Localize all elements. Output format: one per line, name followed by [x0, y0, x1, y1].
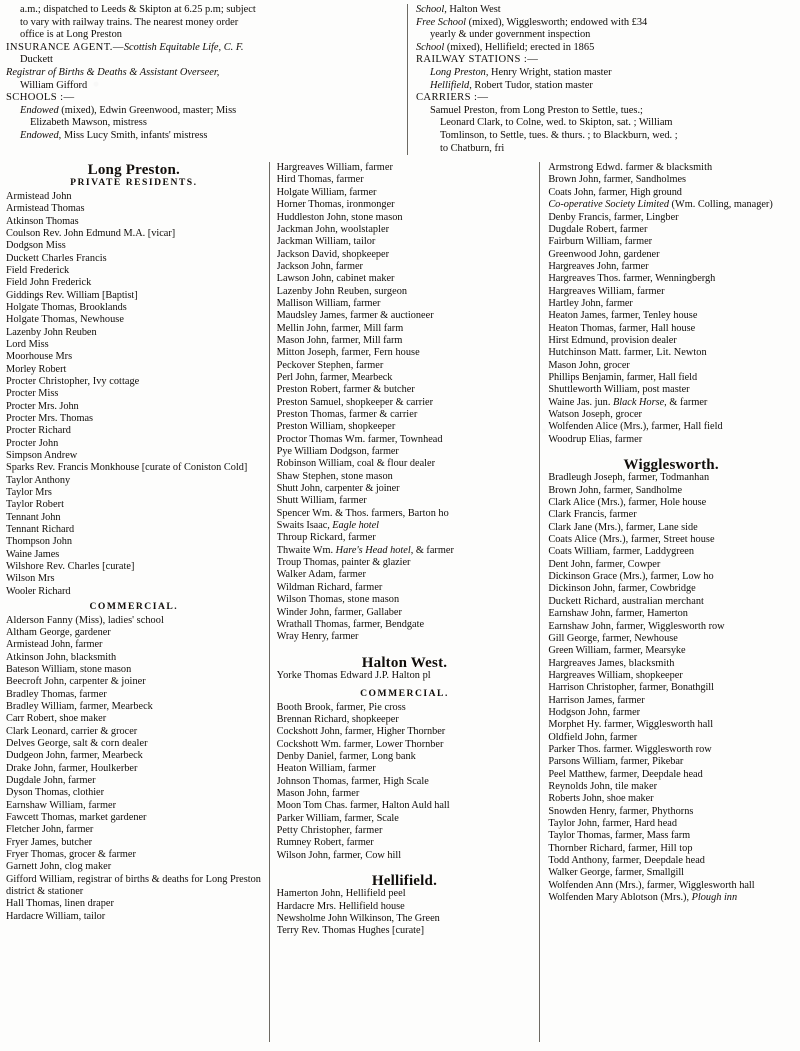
directory-entry: Clark Alice (Mrs.), farmer, Hole house — [548, 497, 707, 509]
directory-columns — [6, 162, 794, 1042]
directory-entry: Denby Daniel, farmer, Long bank — [276, 750, 416, 762]
directory-entry: Fawcett Thomas, market gardener — [6, 812, 147, 823]
wigglesworth-list — [548, 472, 794, 904]
directory-entry: Coats John, farmer, High ground — [548, 186, 682, 198]
masthead-italic-text: Long Preston — [429, 66, 486, 78]
directory-entry: Maudsley James, farmer & auctioneer — [276, 310, 434, 322]
masthead-line — [6, 42, 401, 55]
directory-entry: Winder John, farmer, Gallaber — [276, 606, 402, 618]
entry-name: Wolfenden Mary Ablotson (Mrs.), — [548, 892, 692, 904]
directory-entry: Cockshott Wm. farmer, Lower Thornber — [276, 738, 444, 750]
masthead-plain-text: , Halton West — [444, 4, 501, 15]
masthead — [6, 4, 794, 157]
masthead-line: William Gifford — [20, 79, 88, 91]
directory-entry: Petty Christopher, farmer — [276, 825, 383, 836]
directory-entry: Sparks Rev. Francis Monkhouse [curate of Coniston Cold] — [6, 462, 248, 474]
section-heading-private-residents: PRIVATE RESIDENTS. — [70, 177, 198, 189]
directory-entry: Preston William, shopkeeper — [276, 421, 396, 433]
directory-entry: Denby Francis, farmer, Lingber — [548, 211, 679, 223]
directory-entry: Throup Rickard, farmer — [276, 532, 376, 544]
directory-entry: Lazenby John Reuben — [6, 326, 97, 338]
place-heading-long-preston: Long Preston. — [87, 162, 180, 179]
directory-entry: Hartley John, farmer — [548, 297, 633, 309]
place-heading-hellifield: Hellifield. — [371, 873, 438, 890]
directory-entry: Hargreaves John, farmer — [548, 260, 649, 272]
directory-entry: Wilshore Rev. Charles [curate] — [6, 561, 135, 573]
directory-entry: Earnshaw John, farmer, Hamerton — [548, 608, 688, 620]
directory-entry: Duckett Charles Francis — [6, 252, 107, 264]
directory-entry — [548, 397, 794, 409]
halton-west-commercial-list — [277, 702, 533, 862]
masthead-line: yearly & under government inspection — [429, 29, 591, 41]
directory-entry: Brown John, farmer, Sandholme — [548, 484, 683, 496]
masthead-line: to Chatburn, fri — [439, 142, 505, 154]
directory-entry: Procter Miss — [6, 388, 59, 400]
entry-establishment-name: Co-operative Society Limited — [548, 199, 669, 211]
directory-entry: Hargreaves William, shopkeeper — [548, 669, 683, 681]
directory-entry: Earnshaw John, farmer, Wigglesworth row — [548, 620, 725, 632]
directory-entry: Atkinson Thomas — [6, 215, 79, 227]
directory-entry: Dudgeon John, farmer, Mearbeck — [6, 750, 143, 762]
masthead-category-label: SCHOOLS :— — [6, 92, 75, 104]
directory-entry: Coats Alice (Mrs.), farmer, Street house — [548, 534, 715, 546]
masthead-line — [416, 54, 794, 67]
directory-entry: Procter Mrs. John — [6, 400, 79, 412]
masthead-left-column — [6, 4, 407, 155]
directory-entry: Heaton James, farmer, Tenley house — [548, 310, 698, 322]
masthead-italic-text: Registrar of Births & Deaths & Assistant Overseer, — [6, 66, 220, 78]
directory-entry: Procter John — [6, 437, 59, 449]
directory-entry: Procter Christopher, Ivy cottage — [6, 375, 140, 387]
masthead-italic-text: School — [415, 4, 445, 15]
directory-entry: Altham George, gardener — [6, 626, 111, 638]
directory-entry — [277, 520, 533, 532]
masthead-plain-text: (mixed), Hellifield; erected in 1865 — [446, 41, 595, 53]
masthead-plain-text: (mixed), Wigglesworth; endowed with £34 — [468, 16, 648, 28]
place-heading-halton-west: Halton West. — [361, 654, 448, 671]
directory-entry: Tennant Richard — [6, 524, 75, 536]
directory-entry: Reynolds John, tile maker — [548, 780, 658, 792]
directory-entry: Horner Thomas, ironmonger — [276, 199, 395, 211]
directory-entry: Hird Thomas, farmer — [276, 174, 364, 186]
directory-entry: Hardacre William, tailor — [6, 910, 106, 922]
directory-entry: Earnshaw William, farmer — [6, 799, 117, 811]
masthead-italic-text: Endowed — [20, 104, 62, 116]
directory-entry: Spencer Wm. & Thos. farmers, Barton ho — [276, 507, 449, 519]
directory-entry: Holgate Thomas, Brooklands — [6, 301, 127, 313]
place-heading-wigglesworth: Wigglesworth. — [623, 457, 719, 474]
directory-entry: Shutt William, farmer — [276, 495, 367, 507]
directory-entry: Walker George, farmer, Smallgill — [548, 867, 684, 879]
directory-entry: Armistead John — [6, 190, 72, 202]
directory-entry: Peckover Stephen, farmer — [276, 359, 384, 371]
directory-entry: Perl John, farmer, Mearbeck — [276, 371, 393, 383]
directory-entry: Dodgson Miss — [6, 240, 66, 252]
directory-entry: Moon Tom Chas. farmer, Halton Auld hall — [276, 800, 450, 812]
masthead-line — [6, 67, 401, 80]
entry-trade: , & farmer — [664, 396, 708, 408]
directory-entry: Hardacre Mrs. Hellifield house — [276, 900, 405, 912]
directory-entry: Heaton William, farmer — [276, 763, 376, 775]
directory-entry — [277, 545, 533, 557]
masthead-line: to vary with railway trains. The nearest money order — [20, 16, 239, 28]
directory-entry: Yorke Thomas Edward J.P. Halton pl — [276, 669, 431, 681]
entry-trade: , & farmer — [410, 544, 454, 556]
directory-entry: Brennan Richard, shopkeeper — [276, 713, 399, 725]
entry-name: Swaits Isaac, — [276, 520, 333, 532]
directory-entry: Mason John, grocer — [548, 359, 630, 371]
masthead-italic-text: Hellifield — [429, 79, 470, 91]
masthead-line — [416, 80, 794, 93]
directory-entry: Hargreaves William, farmer — [548, 285, 665, 297]
directory-entry: Gill George, farmer, Newhouse — [548, 632, 678, 644]
directory-entry: Taylor Robert — [6, 499, 64, 511]
directory-entry: Bradley William, farmer, Mearbeck — [6, 700, 153, 712]
entry-trade: (Wm. Colling, manager) — [668, 199, 773, 211]
directory-entry: Hodgson John, farmer — [548, 706, 641, 718]
directory-entry: Clark Leonard, carrier & grocer — [6, 725, 138, 737]
directory-entry: Coats William, farmer, Laddygreen — [548, 546, 694, 558]
directory-entry: Jackman William, tailor — [276, 236, 376, 248]
masthead-line — [416, 92, 794, 105]
section-heading-commercial-halton-west: COMMERCIAL. — [360, 688, 449, 700]
directory-entry: Newsholme John Wilkinson, The Green — [276, 913, 440, 925]
directory-entry: Wooler Richard — [6, 585, 71, 597]
directory-entry: Booth Brook, farmer, Pie cross — [276, 701, 406, 713]
directory-entry: Taylor Thomas, farmer, Mass farm — [548, 830, 691, 842]
directory-entry: Bateson William, stone mason — [6, 663, 132, 675]
directory-entry: Hargreaves James, blacksmith — [548, 657, 675, 669]
directory-entry: Greenwood John, gardener — [548, 248, 660, 260]
directory-entry: Tennant John — [6, 511, 61, 523]
directory-entry: Wray Henry, farmer — [276, 631, 359, 643]
directory-entry: Lazenby John Reuben, surgeon — [276, 285, 408, 297]
masthead-italic-text: Endowed — [20, 129, 59, 141]
entry-name: Thwaite Wm. — [276, 544, 336, 556]
directory-entry: Wrathall Thomas, farmer, Bendgate — [276, 618, 425, 630]
directory-entry: Holgate William, farmer — [276, 186, 377, 198]
directory-entry: Brown John, farmer, Sandholmes — [548, 174, 687, 186]
masthead-italic-text: Scottish Equitable Life, C. F. — [123, 41, 244, 53]
masthead-italic-text: School — [415, 41, 447, 53]
column-one — [6, 162, 269, 1042]
directory-entry: Shaw Stephen, stone mason — [276, 470, 393, 482]
directory-entry: Mason John, farmer — [276, 787, 360, 799]
directory-entry: Hall Thomas, linen draper — [6, 898, 114, 910]
masthead-right-column — [407, 4, 794, 155]
masthead-line: Samuel Preston, from Long Preston to Settle, tues.; — [429, 104, 643, 116]
directory-entry: Robinson William, coal & flour dealer — [276, 458, 436, 470]
masthead-line — [6, 92, 401, 105]
directory-entry: Hamerton John, Hellifield peel — [276, 888, 406, 900]
directory-entry: Troup Thomas, painter & glazier — [276, 557, 411, 569]
directory-entry: Bradleugh Joseph, farmer, Todmanhan — [548, 472, 710, 484]
directory-entry: Parsons William, farmer, Pikebar — [548, 756, 684, 768]
directory-entry: Lawson John, cabinet maker — [276, 273, 395, 285]
directory-entry: Peel Matthew, farmer, Deepdale head — [548, 768, 703, 780]
directory-entry: Preston Samuel, shopkeeper & carrier — [276, 396, 434, 408]
directory-entry: Armstrong Edwd. farmer & blacksmith — [548, 162, 713, 174]
directory-entry: Huddleston John, stone mason — [276, 211, 403, 223]
masthead-category-label: CARRIERS :— — [415, 92, 489, 104]
masthead-category-label: RAILWAY STATIONS :— — [415, 54, 539, 66]
directory-entry: Gifford William, registrar of births & deaths for Long Preston district & stationer — [6, 873, 261, 898]
halton-west-private-list — [277, 670, 533, 682]
directory-entry: Terry Rev. Thomas Hughes [curate] — [276, 925, 425, 937]
entry-establishment-name: Eagle hotel — [332, 520, 379, 532]
directory-entry: Wilson John, farmer, Cow hill — [276, 849, 402, 861]
directory-entry: Woodrup Elias, farmer — [548, 433, 643, 445]
masthead-line — [416, 67, 794, 80]
directory-entry: Rumney Robert, farmer — [276, 837, 374, 849]
masthead-plain-text: (mixed), Edwin Greenwood, master; Miss — [61, 104, 237, 116]
directory-entry: Thompson John — [6, 536, 73, 548]
directory-entry: Morley Robert — [6, 363, 67, 375]
directory-entry: Todd Anthony, farmer, Deepdale head — [548, 855, 705, 867]
masthead-category-label: INSURANCE AGENT.— — [6, 41, 124, 53]
directory-entry: Taylor Mrs — [6, 487, 52, 499]
entry-establishment-name: Hare's Head hotel — [335, 544, 411, 556]
directory-entry: Wilson Thomas, stone mason — [276, 594, 400, 606]
directory-entry: Pye William Dodgson, farmer — [276, 446, 399, 458]
directory-entry: Wolfenden Alice (Mrs.), farmer, Hall field — [548, 421, 723, 433]
directory-entry: Giddings Rev. William [Baptist] — [6, 289, 138, 301]
directory-entry: Dickinson John, farmer, Cowbridge — [548, 583, 696, 595]
directory-entry: Parker William, farmer, Scale — [276, 812, 399, 824]
directory-entry: Morphet Hy. farmer, Wigglesworth hall — [548, 719, 714, 731]
directory-entry: Green William, farmer, Mearsyke — [548, 645, 686, 657]
directory-entry: Mellin John, farmer, Mill farm — [276, 322, 404, 334]
hellifield-list — [277, 888, 533, 937]
directory-entry: Wildman Richard, farmer — [276, 581, 383, 593]
directory-entry: Garnett John, clog maker — [6, 861, 112, 873]
directory-entry: Hirst Edmund, provision dealer — [548, 334, 677, 346]
directory-entry: Hargreaves Thos. farmer, Wenningbergh — [548, 273, 716, 285]
directory-entry: Procter Mrs. Thomas — [6, 413, 94, 424]
directory-entry: Drake John, farmer, Houlkerber — [6, 762, 138, 774]
masthead-line: Duckett — [20, 54, 53, 66]
directory-entry: Wilson Mrs — [6, 573, 55, 585]
masthead-line: Leonard Clark, to Colne, wed. to Skipton, sat. ; William — [439, 117, 673, 129]
directory-entry: Taylor Anthony — [6, 474, 71, 486]
directory-entry: Taylor John, farmer, Hard head — [548, 818, 677, 829]
directory-entry: Dent John, farmer, Cowper — [548, 558, 661, 570]
hellifield-continued-list — [548, 162, 794, 446]
directory-entry: Procter Richard — [6, 425, 71, 437]
directory-entry: Simpson Andrew — [6, 450, 78, 462]
directory-entry: Duckett Richard, australian merchant — [548, 595, 704, 607]
directory-entry: Thornber Richard, farmer, Hill top — [548, 842, 693, 854]
entry-establishment-name: Plough inn — [691, 892, 738, 904]
directory-entry: Clark Jane (Mrs.), farmer, Lane side — [548, 521, 698, 533]
directory-entry: Parker Thos. farmer. Wigglesworth row — [548, 743, 712, 755]
directory-entry: Watson Joseph, grocer — [548, 409, 643, 420]
masthead-plain-text: , Henry Wright, station master — [485, 66, 612, 78]
masthead-line — [6, 130, 401, 143]
directory-entry: Moorhouse Mrs — [6, 351, 73, 363]
masthead-line — [6, 105, 401, 118]
directory-entry: Cockshott John, farmer, Higher Thornber — [276, 726, 446, 738]
directory-entry: Jackson John, farmer — [276, 260, 363, 272]
masthead-line — [416, 42, 794, 55]
section-heading-commercial: COMMERCIAL. — [89, 601, 179, 613]
column-two — [269, 162, 540, 1042]
directory-entry: Mason John, farmer, Mill farm — [276, 334, 403, 346]
directory-entry: Shutt John, carpenter & joiner — [276, 483, 400, 495]
directory-entry: Armistead John, farmer — [6, 639, 103, 651]
directory-entry: Phillips Benjamin, farmer, Hall field — [548, 371, 698, 383]
directory-entry: Roberts John, shoe maker — [548, 793, 654, 805]
masthead-line: office is at Long Preston — [20, 29, 122, 41]
masthead-plain-text: , Miss Lucy Smith, infants' mistress — [58, 129, 208, 141]
directory-entry: Holgate Thomas, Newhouse — [6, 314, 124, 326]
directory-entry: Beecroft John, carpenter & joiner — [6, 676, 146, 688]
directory-entry: Field John Frederick — [6, 277, 92, 289]
masthead-line — [416, 4, 794, 17]
masthead-line: Tomlinson, to Settle, tues. & thurs. ; to Blackburn, wed. ; — [439, 129, 678, 141]
directory-entry: Carr Robert, shoe maker — [6, 713, 107, 725]
directory-entry — [548, 892, 794, 904]
directory-entry: Clark Francis, farmer — [548, 509, 637, 521]
masthead-line — [416, 17, 794, 30]
directory-entry: Fryer James, butcher — [6, 836, 93, 848]
directory-entry: Oldfield John, farmer — [548, 731, 638, 743]
directory-entry: Fairburn William, farmer — [548, 236, 653, 248]
entry-name: Waine Jas. jun. — [548, 396, 613, 408]
directory-entry: Dyson Thomas, clothier — [6, 787, 104, 799]
directory-entry: Fletcher John, farmer — [6, 824, 94, 836]
directory-entry: Wolfenden Ann (Mrs.), farmer, Wigglesworth hall — [548, 879, 755, 891]
directory-entry: Dickinson Grace (Mrs.), farmer, Low ho — [548, 571, 714, 583]
directory-entry: Jackson David, shopkeeper — [276, 248, 390, 260]
column-three — [539, 162, 794, 1042]
masthead-line: Elizabeth Mawson, mistress — [30, 117, 147, 129]
directory-entry: Armistead Thomas — [6, 203, 85, 215]
directory-entry: Preston Thomas, farmer & carrier — [276, 409, 418, 420]
masthead-plain-text: , Robert Tudor, station master — [469, 79, 593, 91]
directory-entry: Snowden Henry, farmer, Phythorns — [548, 805, 694, 817]
directory-entry: Preston Robert, farmer & butcher — [276, 384, 415, 396]
directory-entry: Field Frederick — [6, 264, 70, 276]
directory-entry: Delves George, salt & corn dealer — [6, 737, 148, 749]
directory-entry: Alderson Fanny (Miss), ladies' school — [6, 614, 164, 626]
directory-entry: Dugdale Robert, farmer — [548, 223, 648, 235]
directory-entry: Fryer Thomas, grocer & farmer — [6, 849, 136, 861]
directory-entry: Mitton Joseph, farmer, Fern house — [276, 347, 420, 359]
directory-entry: Bradley Thomas, farmer — [6, 688, 107, 700]
masthead-line: a.m.; dispatched to Leeds & Skipton at 6.25 p.m; subject — [20, 4, 256, 15]
directory-entry: Heaton Thomas, farmer, Hall house — [548, 322, 696, 334]
directory-entry: Lord Miss — [6, 338, 49, 350]
directory-entry: Johnson Thomas, farmer, High Scale — [276, 775, 429, 787]
directory-entry: Mallison William, farmer — [276, 297, 381, 309]
private-residents-list — [6, 191, 262, 598]
directory-entry: Proctor Thomas Wm. farmer, Townhead — [276, 433, 443, 445]
entry-establishment-name: Black Horse — [612, 396, 665, 408]
directory-entry: Hargreaves William, farmer — [276, 162, 393, 174]
directory-entry: Harrison James, farmer — [548, 694, 645, 706]
directory-entry: Atkinson John, blacksmith — [6, 651, 117, 663]
directory-entry — [548, 199, 794, 211]
commercial-list — [6, 615, 262, 924]
directory-entry: Walker Adam, farmer — [276, 569, 366, 581]
masthead-italic-text: Free School — [415, 16, 469, 28]
directory-entry: Hutchinson Matt. farmer, Lit. Newton — [548, 347, 707, 359]
directory-entry: Waine James — [6, 548, 60, 560]
directory-entry: Shuttleworth William, post master — [548, 384, 690, 396]
directory-entry: Jackman John, woolstapler — [276, 223, 390, 235]
directory-entry: Coulson Rev. John Edmund M.A. [vicar] — [6, 227, 176, 239]
directory-entry: Dugdale John, farmer — [6, 774, 96, 786]
directory-entry: Harrison Christopher, farmer, Bonathgill — [548, 682, 714, 694]
long-preston-commercial-continued — [277, 162, 533, 643]
